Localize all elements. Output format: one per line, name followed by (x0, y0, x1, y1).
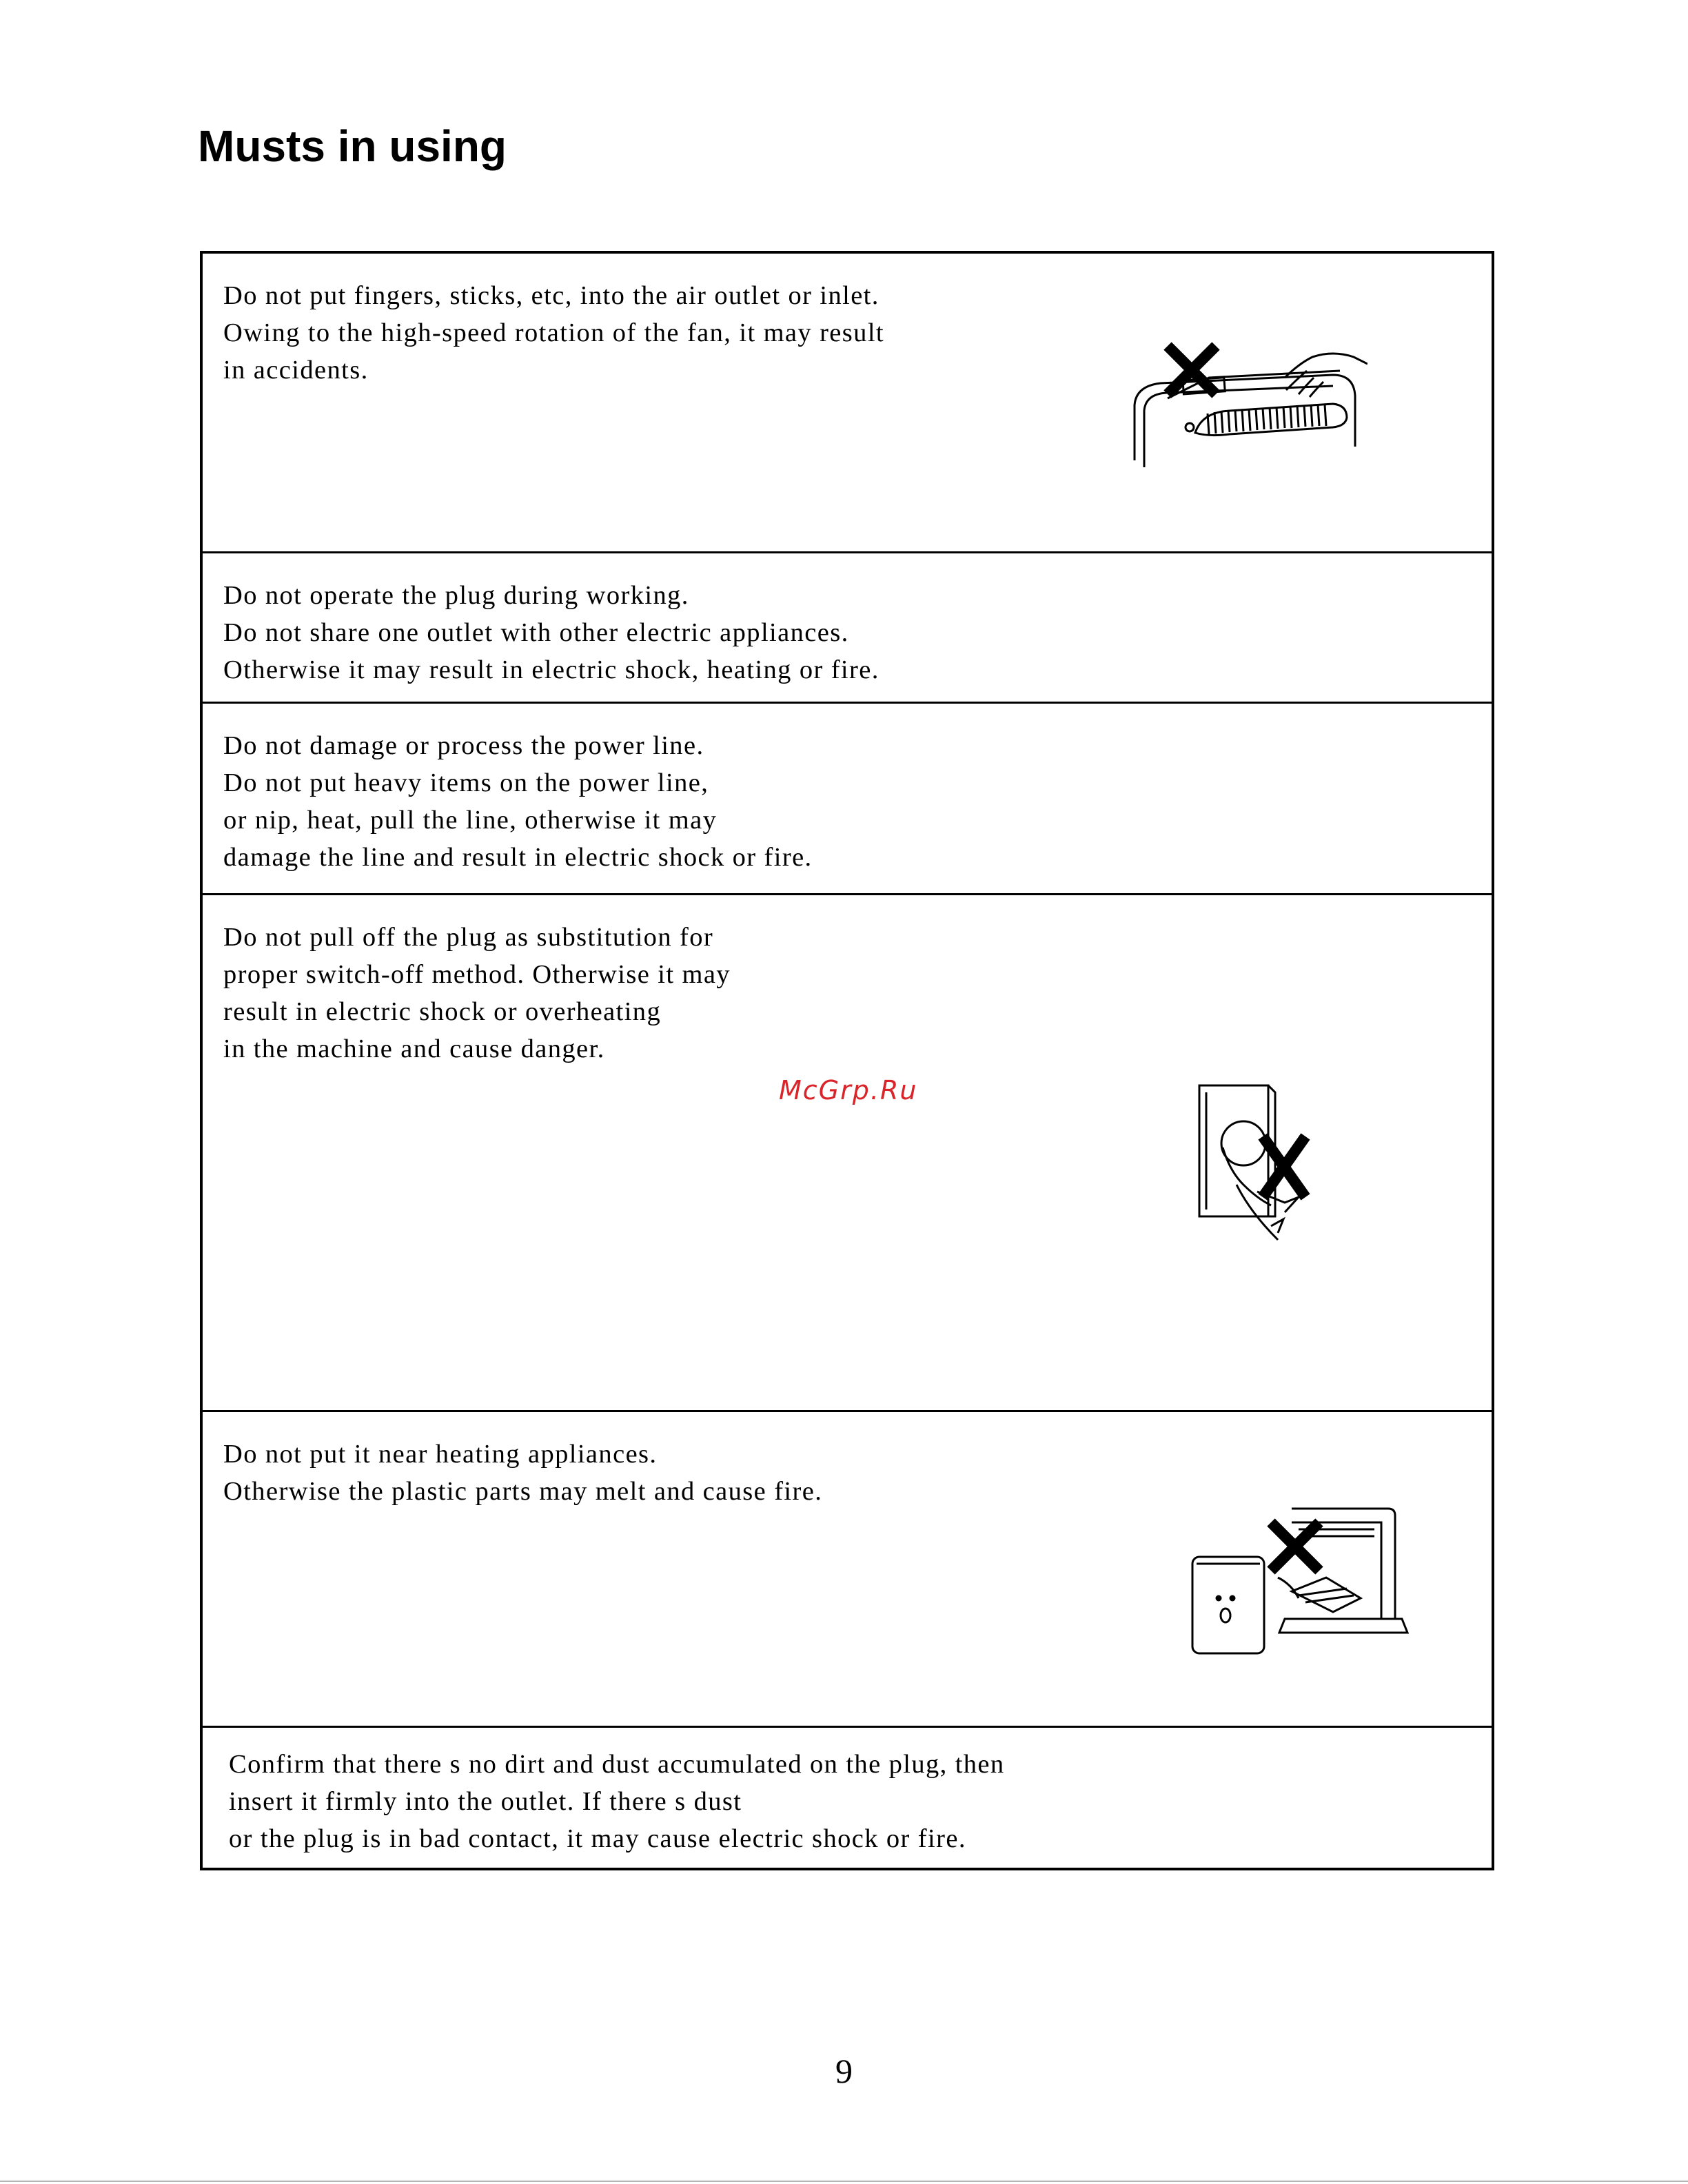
page-title: Musts in using (198, 121, 507, 171)
fan-outlet-hand-prohibited-icon (1126, 336, 1367, 495)
divider (0, 2181, 1688, 2182)
warnings-table (200, 251, 1494, 1870)
warning-row-fingers (203, 254, 1492, 551)
warning-row-plug-operation (203, 551, 1492, 702)
warning-row-heating (203, 1410, 1492, 1726)
warning-text: Do not put it near heating appliances. Otherwise the plastic parts may melt and cause fire. (223, 1440, 823, 1506)
warning-text: Do not pull off the plug as substitution for proper switch-off method. Otherwise it may result in electric shock or overheating in the machine and cause danger. (223, 923, 731, 1063)
warning-row-plug-pull (203, 893, 1492, 1410)
watermark: McGrp.Ru (779, 1075, 918, 1105)
warning-row-plug-dust (203, 1726, 1492, 1873)
warning-text: Do not put fingers, sticks, etc, into the air outlet or inlet. Owing to the high-speed rotation of the fan, it may result in accidents. (223, 281, 885, 385)
warning-text: Confirm that there s no dirt and dust accumulated on the plug, then insert it firmly into the outlet. If there s dust or the plug is in bad contact, it may cause electric shock or fire. (229, 1750, 1005, 1853)
plug-pull-prohibited-icon (1195, 1081, 1333, 1247)
heater-proximity-prohibited-icon (1188, 1502, 1416, 1660)
warning-text: Do not damage or process the power line. Do not put heavy items on the power line, or nip, heat, pull the line, otherwise it may damage the line and result in electric shock or fire. (223, 731, 813, 872)
page-number: 9 (835, 2052, 853, 2090)
warning-text: Do not operate the plug during working. Do not share one outlet with other electric appliances. Otherwise it may result in electric shock, heating or fire. (223, 581, 879, 684)
warning-row-power-line (203, 702, 1492, 893)
